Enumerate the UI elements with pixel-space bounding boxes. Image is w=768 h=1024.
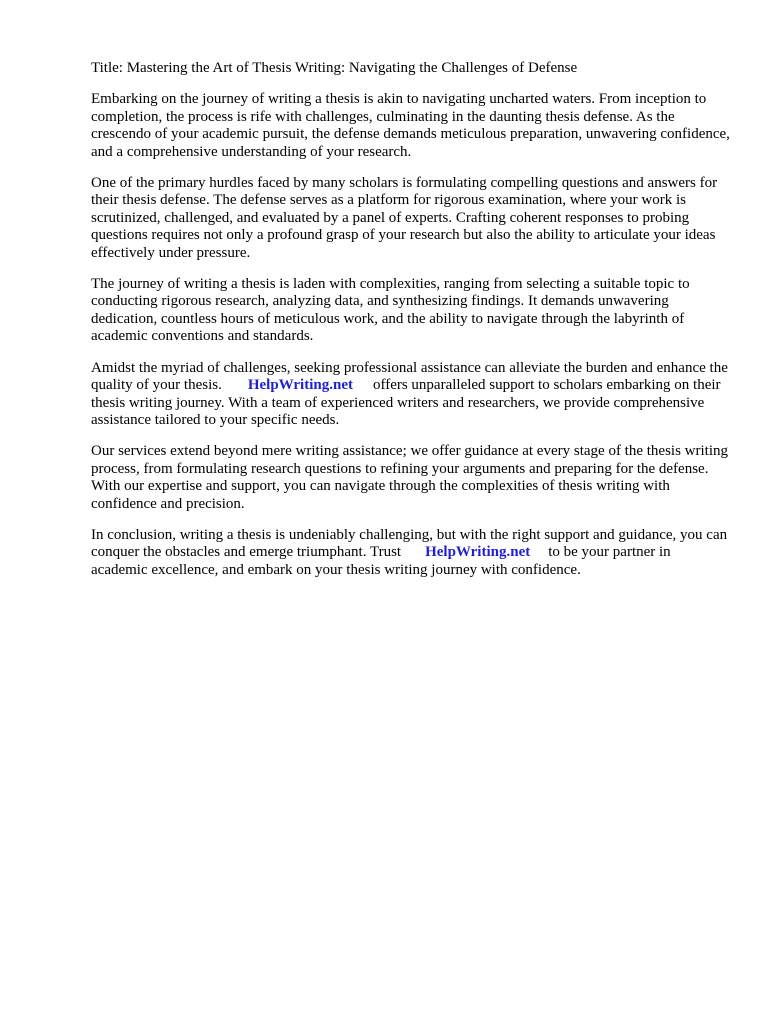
conclusion-paragraph <box>91 527 731 579</box>
assistance-paragraph <box>91 360 731 430</box>
complexities-paragraph: The journey of writing a thesis is laden with complexities, ranging from selecting a suitable topic to conducting rigorous research, analyzing data, and synthesizing findings. It demands unwavering dedication, countless hours of meticulous work, and the ability to navigate through the labyrinth of academic conventions and standards. <box>91 276 690 345</box>
intro-paragraph: Embarking on the journey of writing a thesis is akin to navigating uncharted waters. From inception to completion, the process is rife with challenges, culminating in the daunting thesis defense. As the crescendo of your academic pursuit, the defense demands meticulous preparation, unwavering confidence, and a comprehensive understanding of your research. <box>91 91 730 160</box>
services-paragraph: Our services extend beyond mere writing assistance; we offer guidance at every stage of the thesis writing process, from formulating research questions to refining your arguments and preparing for the defense. With our expertise and support, you can navigate through the complexities of thesis writing with confidence and precision. <box>91 443 729 512</box>
helpwriting-link[interactable]: HelpWriting.net <box>247 377 353 394</box>
assistance-text-after: offers unparalleled support to scholars embarking on their thesis writing journey. With a team of experienced writers and researchers, we provide comprehensive assistance tailored to your specific needs. <box>91 377 721 428</box>
document-title: Title: Mastering the Art of Thesis Writing: Navigating the Challenges of Defense <box>91 60 578 76</box>
conclusion-text-after: to be your partner in academic excellence, and embark on your thesis writing journey with confidence. <box>91 544 671 578</box>
defense-paragraph: One of the primary hurdles faced by many scholars is formulating compelling questions and answers for their thesis defense. The defense serves as a platform for rigorous examination, where your work is scrutinized, challenged, and evaluated by a panel of experts. Crafting coherent responses to probing questions requires not only a profound grasp of your research but also the ability to articulate your ideas effectively under pressure. <box>91 175 718 261</box>
helpwriting-link-conclusion[interactable]: HelpWriting.net <box>425 544 531 561</box>
conclusion-text-before: In conclusion, writing a thesis is undeniably challenging, but with the right support and guidance, you can conquer the obstacles and emerge triumphant. Trust <box>91 526 728 561</box>
assistance-text-before: Amidst the myriad of challenges, seeking professional assistance can alleviate the burden and enhance the quality of your thesis. <box>91 359 728 394</box>
document-page <box>91 60 731 593</box>
